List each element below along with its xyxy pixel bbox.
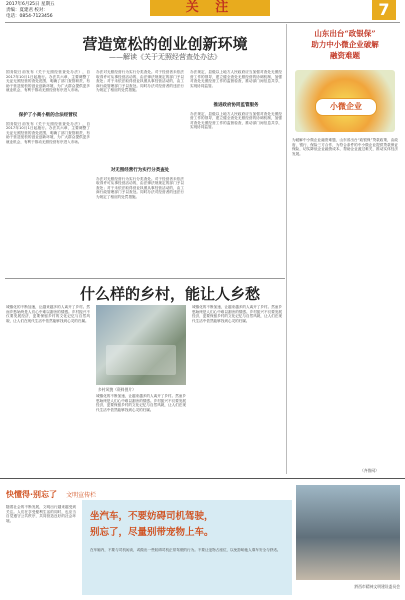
lead-col2-text: 办法对无照经营行为实行分类查处。对于经营者未依法取得许可从事经营活动的，由法律法规规定的部门予以查处；对于未依法取得营业执照从事经营活动的，由工商行政管理部门予以查处。同时办法对经营者的违法行为规定了相应的处罚措施。 — [96, 70, 184, 93]
lead-col3-text-2: 办法规定，县级以上地方人民政府应当加强对查处无照经营工作的领导，建立健全查处无照经营的协调机制，加强对查处无照经营工作的监督检查，推动部门间信息共享，实现协同监管。 — [190, 111, 282, 130]
side-byline: （齐鲁网） — [360, 468, 379, 473]
section-title: 关 注 — [185, 0, 235, 15]
ad-brand-row — [6, 482, 126, 500]
feature-rule — [5, 278, 285, 279]
lead-column-3 — [190, 70, 282, 275]
page-number: 7 — [372, 0, 396, 20]
lead-col3-heading: 推进政府协同监管服务 — [213, 103, 259, 108]
ad-panel — [82, 500, 292, 595]
side-illustration — [295, 70, 395, 132]
phone-line: 电话：0854-7123456 — [6, 14, 53, 19]
side-title-line-2: 助力中小微企业破解 — [311, 40, 379, 49]
lead-column-1 — [6, 70, 90, 275]
feature-title: 什么样的乡村，能让人乡愁 — [79, 285, 260, 303]
lead-subtitle: ——解读《关于无照经营查处办法》 — [109, 53, 221, 61]
page-header — [0, 0, 405, 24]
lead-col1-heading: 保护了小商小贩的合法经营权 — [18, 113, 78, 118]
side-title-line-3: 融资难题 — [330, 51, 360, 60]
lead-column-2 — [96, 70, 184, 275]
lead-col1-text: 国务院日前发布《关于无照经营查处办法》，自2017年10月1日起施行。办法共六章，主要调整了无证无照经营的查处范围，明确了部门查管职责，有助于营造宽松的创业创新环境，为广大群众提供更多就业机会，有利于推动无照经营有序进入市场。 — [6, 70, 90, 93]
side-title-line-1: 山东出台“政银保” — [314, 29, 376, 38]
issue-date: 2017年6月25日 星期五 — [6, 2, 55, 7]
column-divider — [286, 24, 287, 474]
feature-col-1: 城镇化的不断加速，让越来越多的人离开了乡村。然而乡愁始终是人们心中难以割舍的情感。乡村振兴不仅要发展经济，更要保留乡村的文化记忆与自然风貌，让人们在现代生活中依然能够找到心灵的归属。 — [6, 305, 90, 323]
side-text: 为破解中小微企业融资难题，山东省出台“政银保”贷款政策，由政府、银行、保险三方合作，为符合条件的中小微企业提供贷款保证保险，切实降低企业融资成本，帮助企业渡过难关，推动实体经济发展。 — [292, 138, 398, 156]
photo-building-shape — [106, 345, 176, 375]
ad-slogan: 文明宣传栏 — [66, 492, 97, 499]
feature-photo-caption: 乡村风貌（资料图片） — [98, 387, 136, 392]
feature-col-2: 城镇化的不断加速，让越来越多的人离开了乡村。然而乡愁始终是人们心中难以割舍的情感。乡村振兴不仅要发展经济，更要保留乡村的文化记忆与自然风貌，让人们在现代生活中依然能够找到心灵的归属。 — [96, 394, 186, 412]
ad-col1-text: 随着社会的不断发展，文明出行越来越受到关注。人们在享受便利生活的同时，也应当自觉遵守公共秩序，共同营造良好的社会环境。 — [6, 505, 76, 523]
ad-photo — [296, 485, 400, 580]
editor-line: 责编：夏建君 校对： — [6, 8, 48, 13]
ad-top-rule — [0, 478, 405, 479]
side-badge: 小微企业 — [315, 98, 377, 116]
ad-line-2: 别忘了，尽量别带宠物上车。 — [90, 527, 214, 538]
lead-col1-text-2: 国务院日前发布《关于无照经营查处办法》，自2017年10月1日起施行。办法共六章，主要调整了无证无照经营的查处范围，明确了部门查管职责，有助于营造宽松的创业创新环境，为广大群众提供更多就业机会，有利于推动无照经营有序进入市场。 — [6, 121, 90, 144]
ad-sponsor: 黔西市精神文明建设委员会 — [354, 584, 400, 589]
lead-col2-heading: 对无照经营行为实行分类查处 — [110, 168, 170, 173]
feature-col-3: 城镇化的不断加速，让越来越多的人离开了乡村。然而乡愁始终是人们心中难以割舍的情感。乡村振兴不仅要发展经济，更要保留乡村的文化记忆与自然风貌，让人们在现代生活中依然能够找到心灵的归属。 — [192, 305, 282, 323]
header-rule — [5, 22, 400, 23]
ad-brand: 快懂得·别忘了 — [6, 490, 58, 499]
lead-col3-text: 办法规定，县级以上地方人民政府应当加强对查处无照经营工作的领导，建立健全查处无照经营的协调机制，加强对查处无照经营工作的监督检查，推动部门间信息共享，实现协同监管。 — [190, 70, 282, 88]
issue-meta — [6, 2, 54, 20]
ad-line-1: 坐汽车，不要妨碍司机驾驶， — [90, 511, 214, 522]
lead-title: 营造宽松的创业创新环境 — [82, 35, 248, 53]
ad-note: 在车厢内，不要与司机闲谈，或做出一些妨碍司机正常驾驶的行为。不要让宠物占座位，以免影响他人乘车安全与舒适。 — [90, 548, 281, 552]
feature-photo — [96, 305, 186, 385]
lead-col2-text-2: 办法对无照经营行为实行分类查处。对于经营者未依法取得许可从事经营活动的，由法律法规规定的部门予以查处；对于未依法取得营业执照从事经营活动的，由工商行政管理部门予以查处。同时办法对经营者的违法行为规定了相应的处罚措施。 — [96, 176, 184, 199]
side-title — [290, 28, 400, 61]
